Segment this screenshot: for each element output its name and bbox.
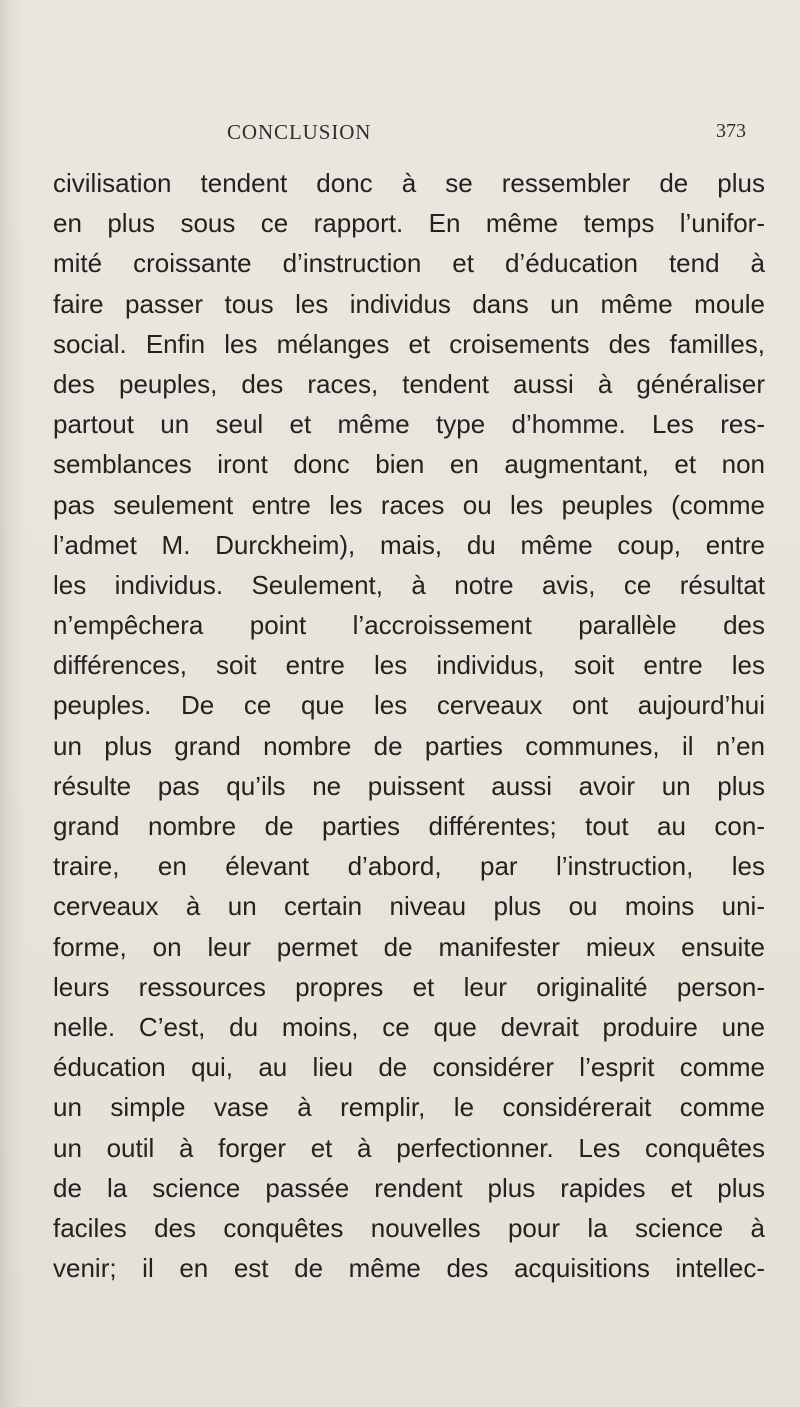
text-line: venir; il en est de même des acquisitions intellec-	[53, 1253, 765, 1284]
text-line: nelle. C’est, du moins, ce que devrait produire une	[53, 1011, 765, 1042]
text-line: grand nombre de parties différentes; tout au con-	[53, 811, 765, 841]
text-line: éducation qui, au lieu de considérer l’esprit comme	[53, 1052, 765, 1083]
text-line: social. Enfin les mélanges et croisements des familles,	[53, 328, 765, 359]
text-line: faire passer tous les individus dans un même moule	[53, 288, 765, 319]
text-line: faciles des conquêtes nouvelles pour la science à	[53, 1212, 765, 1243]
page-number: 373	[716, 120, 746, 142]
text-line: résulte pas qu’ils ne puissent aussi avoir un plus	[53, 770, 765, 801]
text-line: des peuples, des races, tendent aussi à généraliser	[53, 368, 765, 399]
text-line: un simple vase à remplir, le considérerait comme	[53, 1092, 765, 1123]
text-line: différences, soit entre les individus, soit entre les	[53, 650, 765, 681]
text-line: forme, on leur permet de manifester mieux ensuite	[53, 931, 765, 962]
text-line: peuples. De ce que les cerveaux ont aujourd’hui	[53, 690, 765, 721]
text-line: mité croissante d’instruction et d’éducation tend à	[53, 248, 765, 279]
text-line: en plus sous ce rapport. En même temps l’unifor-	[53, 208, 765, 239]
text-line: n’empêchera point l’accroissement parallèle des	[53, 610, 765, 641]
body-text	[53, 163, 765, 1288]
text-line: de la science passée rendent plus rapides et plus	[53, 1172, 765, 1203]
text-line: leurs ressources propres et leur originalité person-	[53, 971, 765, 1002]
text-line: un plus grand nombre de parties communes, il n’en	[53, 730, 765, 761]
text-line: civilisation tendent donc à se ressembler de plus	[53, 168, 765, 198]
text-line: l’admet M. Durckheim), mais, du même coup, entre	[53, 529, 765, 560]
running-title: CONCLUSION	[227, 120, 372, 144]
text-line: pas seulement entre les races ou les peuples (comme	[53, 489, 765, 520]
page-header	[0, 120, 800, 150]
text-line: cerveaux à un certain niveau plus ou moins uni-	[53, 891, 765, 922]
text-line: un outil à forger et à perfectionner. Les conquêtes	[53, 1132, 765, 1163]
text-line: les individus. Seulement, à notre avis, ce résultat	[53, 569, 765, 600]
text-line: partout un seul et même type d’homme. Les res-	[53, 409, 765, 440]
text-line: semblances iront donc bien en augmentant, et non	[53, 449, 765, 480]
text-line: traire, en élevant d’abord, par l’instruction, les	[53, 851, 765, 882]
